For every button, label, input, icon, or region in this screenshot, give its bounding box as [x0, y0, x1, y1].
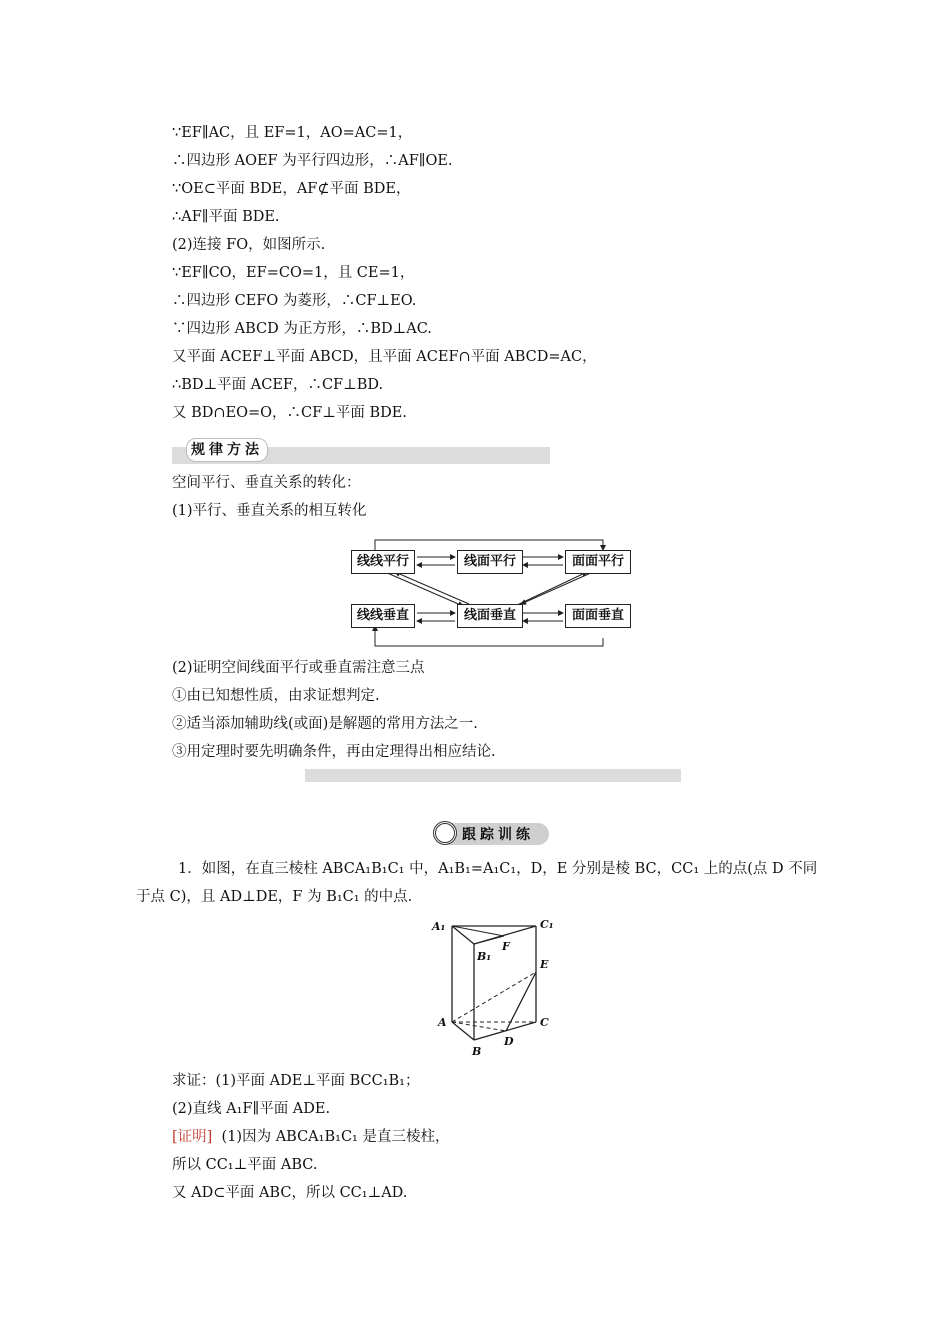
node-plane-plane-parallel: 面面平行	[565, 550, 631, 574]
target-icon	[433, 821, 457, 845]
prism-figure	[428, 918, 568, 1063]
practice-header: 跟踪训练	[462, 827, 534, 843]
section-divider	[305, 769, 681, 782]
node-plane-plane-perpendicular: 面面垂直	[565, 604, 631, 628]
label-B: B	[472, 1045, 482, 1058]
proof-line-2: ∴四边形 AOEF 为平行四边形，∴AF∥OE.	[172, 153, 453, 169]
node-line-line-perpendicular: 线线垂直	[351, 604, 415, 628]
proof-line-7: ∴四边形 CEFO 为菱形，∴CF⊥EO.	[172, 293, 417, 309]
prism-lines	[428, 918, 568, 1063]
proof-line-10: ∴BD⊥平面 ACEF，∴CF⊥BD.	[172, 377, 384, 393]
method-line-4: ①由已知想性质，由求证想判定.	[172, 688, 380, 704]
label-C: C	[540, 1016, 549, 1029]
method-line-3: (2)证明空间线面平行或垂直需注意三点	[172, 660, 425, 676]
method-line-6: ③用定理时要先明确条件，再由定理得出相应结论.	[172, 744, 496, 760]
solution-line-3: 又 AD⊂平面 ABC，所以 CC₁⊥AD.	[172, 1185, 408, 1201]
node-line-plane-parallel: 线面平行	[457, 550, 523, 574]
proof-line-3: ∵OE⊂平面 BDE，AF⊄平面 BDE，	[172, 181, 411, 197]
method-header: 规律方法	[186, 438, 268, 462]
proof-line-8: ∵四边形 ABCD 为正方形，∴BD⊥AC.	[172, 321, 432, 337]
proof-line-4: ∴AF∥平面 BDE.	[172, 209, 280, 225]
solution-line-2: 所以 CC₁⊥平面 ABC.	[172, 1157, 318, 1173]
label-C1: C₁	[540, 918, 554, 931]
label-E: E	[540, 958, 549, 971]
problem-line-2: 于点 C)，且 AD⊥DE，F 为 B₁C₁ 的中点.	[136, 889, 413, 905]
proof-line-6: ∵EF∥CO，EF=CO=1，且 CE=1，	[172, 265, 415, 281]
method-line-5: ②适当添加辅助线(或面)是解题的常用方法之一.	[172, 716, 478, 732]
prove-line-2: (2)直线 A₁F∥平面 ADE.	[172, 1101, 331, 1117]
node-line-plane-perpendicular: 线面垂直	[457, 604, 523, 628]
conversion-diagram	[345, 538, 635, 648]
proof-tag: [证明]	[172, 1129, 213, 1145]
solution-line-1	[172, 1127, 449, 1147]
solution-text-1: (1)因为 ABCA₁B₁C₁ 是直三棱柱，	[221, 1129, 450, 1145]
prove-line-1: 求证：(1)平面 ADE⊥平面 BCC₁B₁；	[172, 1073, 420, 1089]
proof-line-1: ∵EF∥AC，且 EF=1，AO=AC=1，	[172, 125, 413, 141]
label-F: F	[502, 940, 510, 953]
label-A1: A₁	[432, 920, 446, 933]
label-D: D	[504, 1035, 514, 1048]
method-line-1: 空间平行、垂直关系的转化：	[172, 475, 361, 491]
problem-line-1: 1．如图，在直三棱柱 ABCA₁B₁C₁ 中，A₁B₁=A₁C₁，D，E 分别是棱 BC，CC₁ 上的点(点 D 不同	[178, 861, 818, 877]
proof-line-9: 又平面 ACEF⊥平面 ABCD，且平面 ACEF∩平面 ABCD=AC，	[172, 349, 597, 365]
label-B1: B₁	[477, 950, 492, 963]
label-A: A	[438, 1016, 447, 1029]
proof-line-5: (2)连接 FO，如图所示.	[172, 237, 326, 253]
method-line-2: (1)平行、垂直关系的相互转化	[172, 503, 367, 519]
proof-line-11: 又 BD∩EO=O，∴CF⊥平面 BDE.	[172, 405, 407, 421]
node-line-line-parallel: 线线平行	[351, 550, 415, 574]
